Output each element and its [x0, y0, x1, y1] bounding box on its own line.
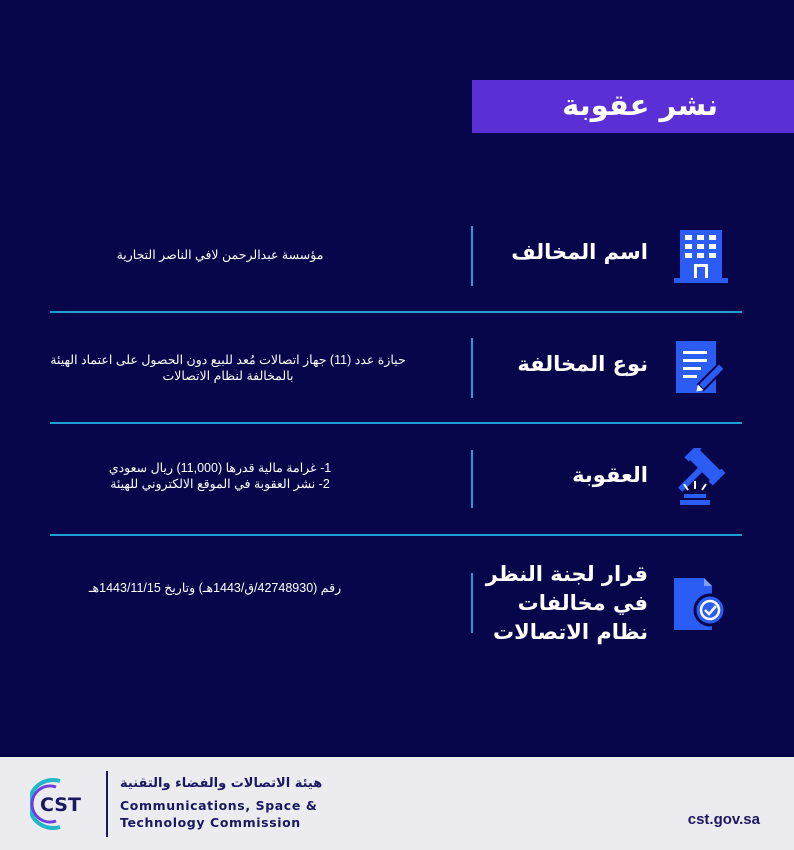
row-separator: [50, 311, 742, 313]
row-separator: [50, 534, 742, 536]
gavel-icon: [670, 448, 732, 510]
building-icon: [670, 226, 732, 288]
footer-divider: [106, 771, 108, 837]
org-name-english-line-1: Communications, Space &: [120, 798, 318, 813]
row-divider-vertical: [471, 573, 473, 633]
violator-name-text: مؤسسة عبدالرحمن لافي الناصر التجارية: [116, 248, 324, 262]
decision-value: [50, 580, 380, 596]
penalty-label: العقوبة: [572, 463, 648, 487]
violation-type-line-1: حيازة عدد (11) جهاز اتصالات مُعد للبيع دون الحصول على اعتماد الهيئة: [50, 353, 406, 367]
penalty-value: [60, 460, 380, 492]
decision-label-line-2: في مخالفات: [517, 591, 648, 615]
row-divider-vertical: [471, 226, 473, 286]
org-name-arabic: هيئة الاتصالات والفضاء والتقنية: [120, 776, 323, 791]
penalty-line-1: 1- غرامة مالية قدرها (11,000) ريال سعودي: [108, 461, 332, 475]
violation-type-label: نوع المخالفة: [517, 352, 648, 376]
footer: [0, 757, 794, 850]
decision-number-text: رقم (42748930/ق/1443هـ) وتاريخ 1443/11/15هـ: [88, 581, 342, 595]
document-pen-icon: [670, 336, 732, 398]
decision-label: [486, 560, 648, 647]
org-name-english-line-2: Technology Commission: [120, 815, 301, 830]
title-banner: [472, 80, 794, 133]
violation-type-value: [8, 352, 448, 384]
cst-logo: [30, 775, 96, 833]
violator-name-label: اسم المخالف: [511, 240, 648, 264]
document-badge-icon: [670, 574, 732, 636]
decision-label-line-1: قرار لجنة النظر: [485, 562, 648, 586]
row-separator: [50, 422, 742, 424]
row-divider-vertical: [471, 450, 473, 508]
penalty-line-2: 2- نشر العقوبة في الموقع الالكتروني للهيئة: [110, 477, 330, 491]
website-link[interactable]: cst.gov.sa: [687, 811, 760, 828]
violation-type-line-2: بالمخالفة لنظام الاتصالات: [162, 369, 294, 383]
decision-label-line-3: نظام الاتصالات: [493, 620, 648, 644]
violator-name-value: [60, 247, 380, 263]
org-name-english: [120, 797, 317, 831]
page-title: نشر عقوبة: [562, 88, 718, 122]
row-divider-vertical: [471, 338, 473, 398]
svg-text:CST: CST: [40, 794, 81, 816]
